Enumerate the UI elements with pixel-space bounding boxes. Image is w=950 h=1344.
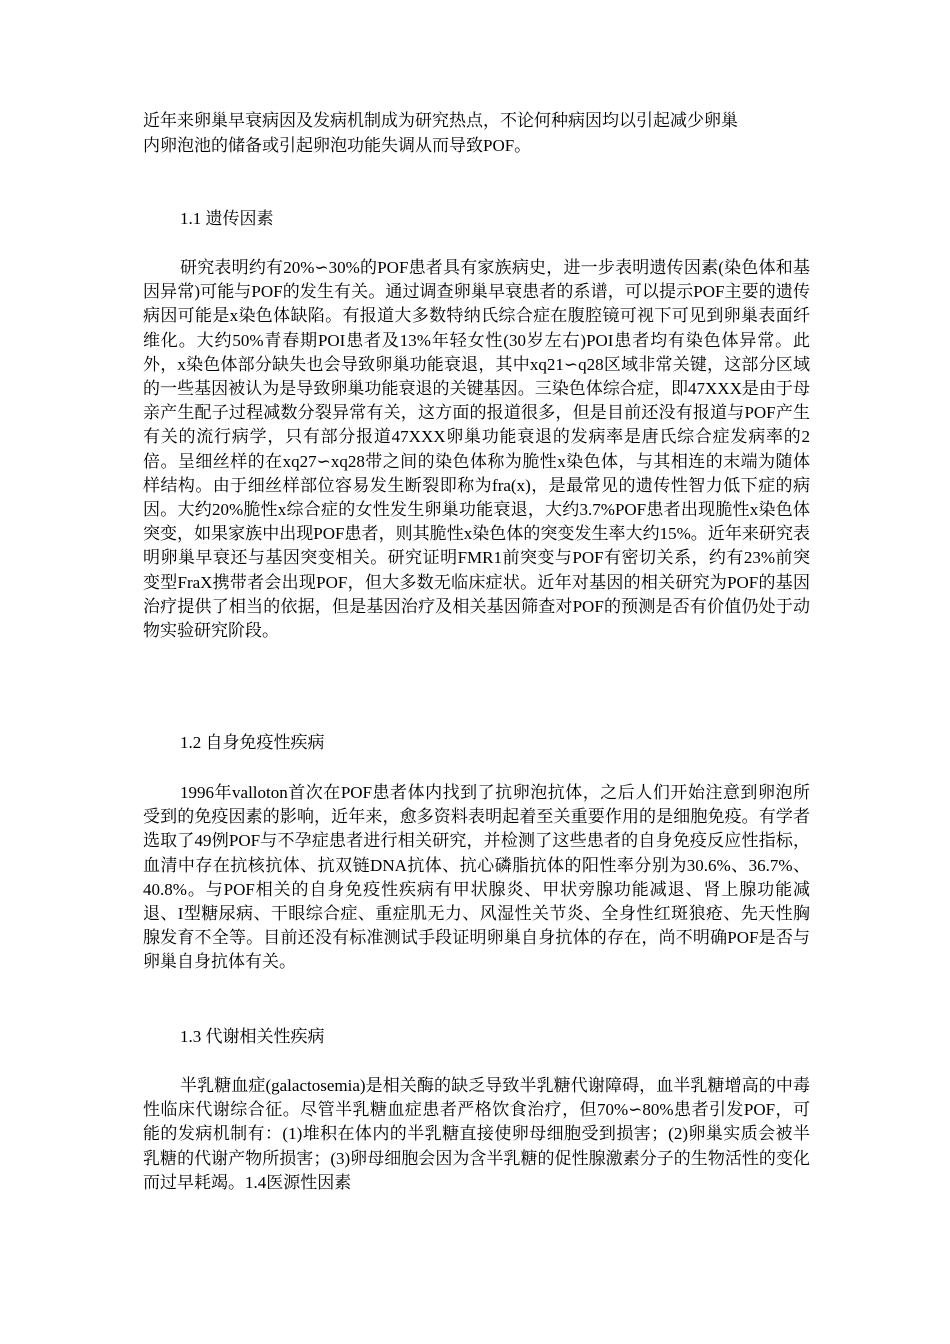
- intro-line-1: 近年来卵巢早衰病因及发病机制成为研究热点，不论何种病因均以引起减少卵巢: [143, 111, 738, 130]
- intro-line-2: 内卵泡池的储备或引起卵泡功能失调从而导致POF。: [143, 136, 532, 155]
- section-heading-genetic: 1.1 遗传因素: [180, 209, 274, 228]
- section-body-autoimmune: 1996年valloton首次在POF患者体内找到了抗卵泡抗体，之后人们开始注意到卵泡所受到的免疫因素的影响，近年来，愈多资料表明起着至关重要作用的是细胞免疫。有学者选取了49例POF与不孕症患者进行相关研究，并检测了这些患者的自身免疫反应性指标，血清中存在抗核抗体、抗双链DNA抗体、抗心磷脂抗体的阳性率分别为30.6%、36.7%、40.8%。与POF相关的自身免疫性疾病有甲状腺炎、甲状旁腺功能减退、肾上腺功能减退、I型糖尿病、干眼综合症、重症肌无力、风湿性关节炎、全身性红斑狼疮、先天性胸腺发育不全等。目前还没有标准测试手段证明卵巢自身抗体的存在，尚不明确POF是否与卵巢自身抗体有关。: [143, 783, 810, 972]
- section-heading-autoimmune: 1.2 自身免疫性疾病: [180, 733, 325, 752]
- section-body-genetic: 研究表明约有20%∽30%的POF患者具有家族病史，进一步表明遗传因素(染色体和基因异常)可能与POF的发生有关。通过调查卵巢早衰患者的系谱，可以提示POF主要的遗传病因可能是x染色体缺陷。有报道大多数特纳氏综合症在腹腔镜可视下可见到卵巢表面纤维化。大约50%青春期POI患者及13%年轻女性(30岁左右)POI患者均有染色体异常。此外，x染色体部分缺失也会导致卵巢功能衰退，其中xq21∽q28区域非常关键，这部分区域的一些基因被认为是导致卵巢功能衰退的关键基因。三染色体综合症，即47XXX是由于母亲产生配子过程减数分裂异常有关，这方面的报道很多，但是目前还没有报道与POF产生有关的流行病学，只有部分报道47XXX卵巢功能衰退的发病率是唐氏综合症发病率的2倍。呈细丝样的在xq27∽xq28带之间的染色体称为脆性x染色体，与其相连的末端为随体样结构。由于细丝样部位容易发生断裂即称为fra(x)，是最常见的遗传性智力低下症的病因。大约20%脆性x综合症的女性发生卵巢功能衰退，大约3.7%POF患者出现脆性x染色体突变，如果家族中出现POF患者，则其脆性x染色体的突变发生率大约15%。近年来研究表明卵巢早衰还与基因突变相关。研究证明FMR1前突变与POF有密切关系，约有23%前突变型FraX携带者会出现POF，但大多数无临床症状。近年对基因的相关研究为POF的基因治疗提供了相当的依据，但是基因治疗及相关基因筛查对POF的预测是否有价值仍处于动物实验研究阶段。: [143, 258, 810, 641]
- intro-paragraph: [143, 108, 803, 158]
- section-heading-metabolic: 1.3 代谢相关性疾病: [180, 1027, 325, 1046]
- section-body-metabolic: 半乳糖血症(galactosemia)是相关酶的缺乏导致半乳糖代谢障碍，血半乳糖增高的中毒性临床代谢综合征。尽管半乳糖血症患者严格饮食治疗，但70%∽80%患者引发POF，可能的发病机制有：(1)堆积在体内的半乳糖直接使卵母细胞受到损害；(2)卵巢实质会被半乳糖的代谢产物所损害；(3)卵母细胞会因为含半乳糖的促性腺激素分子的生物活性的变化而过早耗竭。1.4医源性因素: [143, 1076, 810, 1192]
